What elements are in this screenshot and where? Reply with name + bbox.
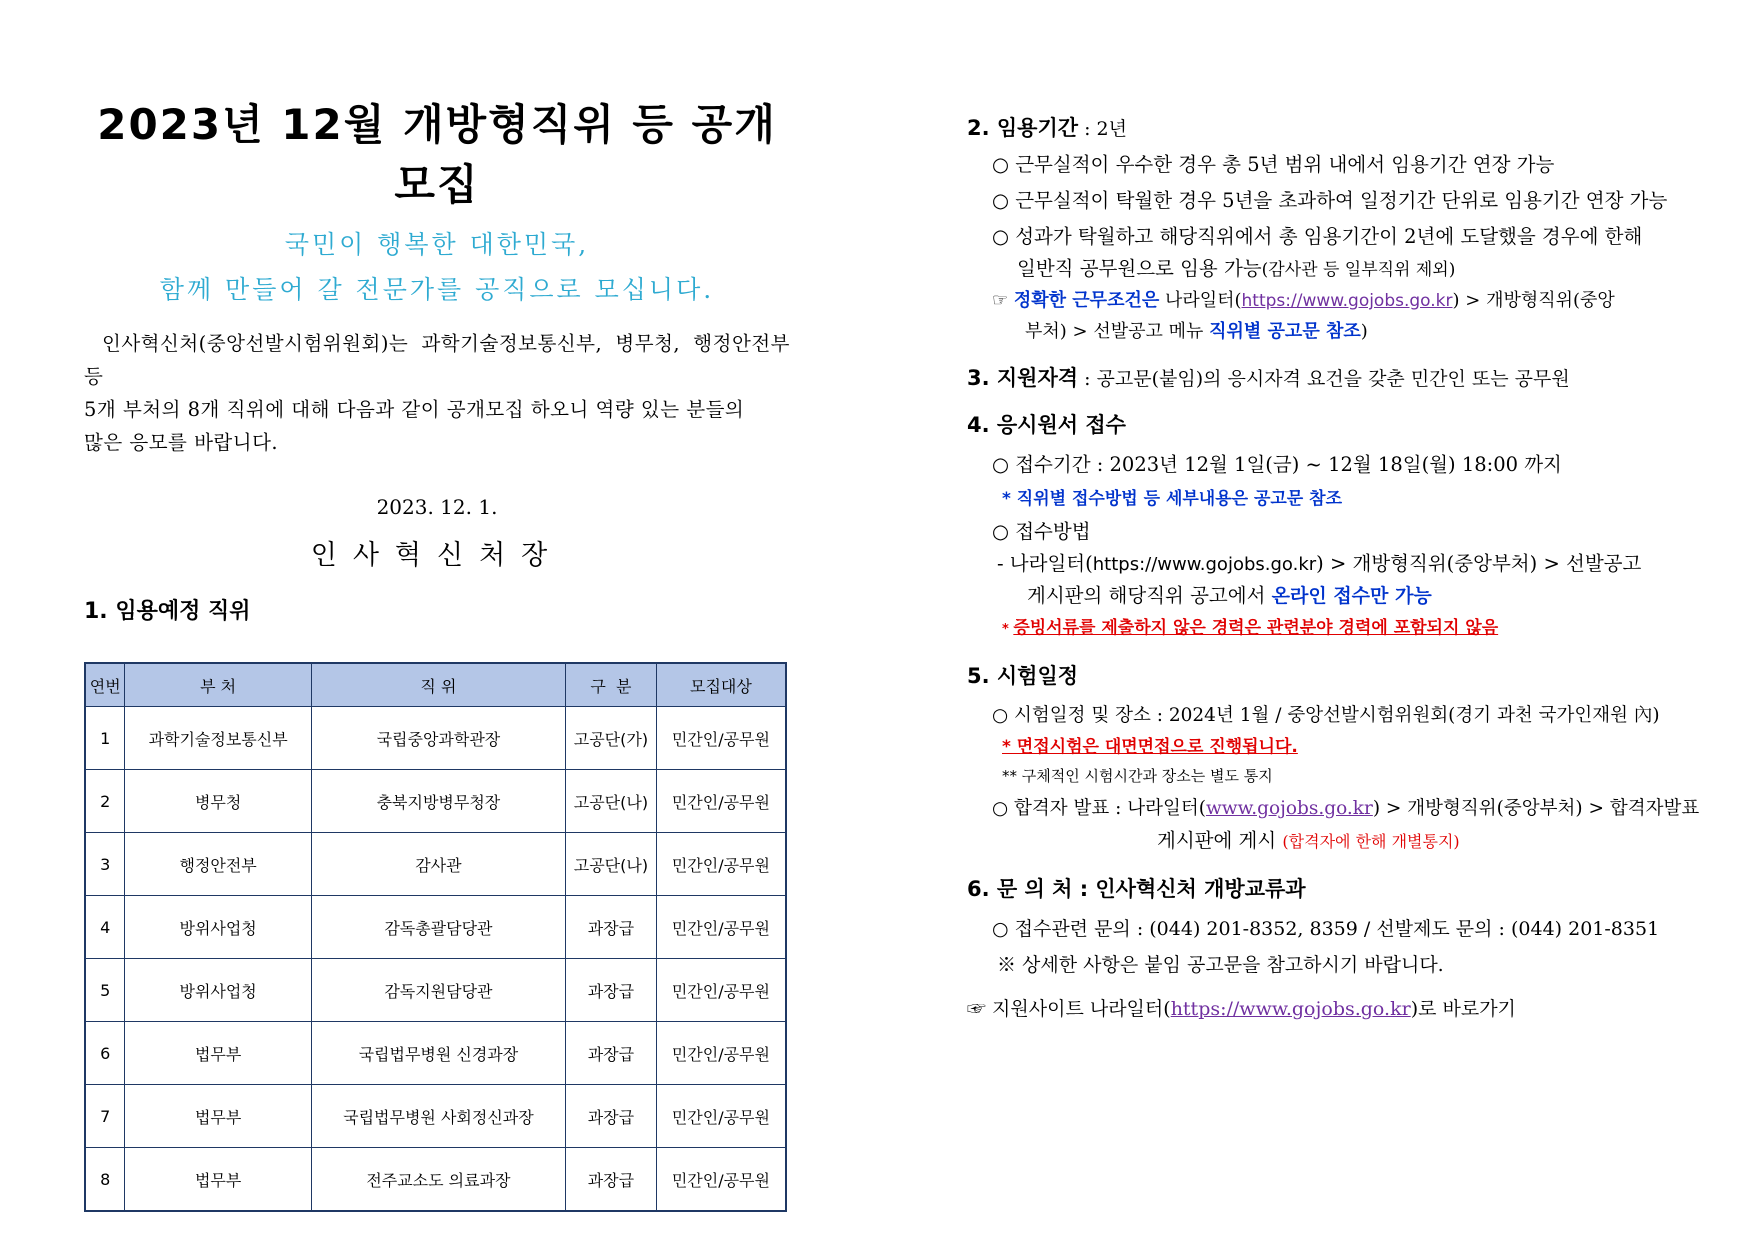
cell-position: 충북지방병무청장 [311,770,565,833]
cell-position: 국립법무병원 신경과장 [311,1022,565,1085]
cell-no: 6 [85,1022,125,1085]
method-suffix: ) > 개방형직위(중앙부처) > 선발공고 [1316,552,1642,575]
note-text-2: ) > 개방형직위(중앙 [1452,290,1615,311]
intro-line-1: 인사혁신처(중앙선발시험위원회)는 과학기술정보통신부, 병무청, 행정안전부 등 [84,332,790,388]
table-row [85,1148,786,1212]
table-row [85,896,786,959]
bullet-3-cont-text: 일반직 공무원으로 임용 가능 [1017,257,1262,280]
section-4-blue-note: * 직위별 접수방법 등 세부내용은 공고문 참조 [1002,489,1342,509]
cell-target: 민간인/공무원 [656,1148,786,1212]
cell-grade: 고공단(가) [566,707,657,770]
cell-ministry: 병무청 [125,770,311,833]
table-row [85,1085,786,1148]
cell-no: 3 [85,833,125,896]
section-6-contact: ○ 접수관련 문의 : (044) 201-8352, 8359 / 선발제도 문의 : (044) 201-8351 [992,918,1660,940]
intro-paragraph [84,327,790,459]
section-5-red-note: * 면접시험은 대면면접으로 진행됩니다. [1002,737,1298,757]
footer-site-link [967,991,1707,1027]
cell-position: 전주교소도 의료과장 [311,1148,565,1212]
announce-red-note: (합격자에 한해 개별통지) [1282,832,1460,851]
red-star: * [1002,622,1014,637]
cell-target: 민간인/공무원 [656,770,786,833]
page-title: 2023년 12월 개방형직위 등 공개모집 [97,100,777,209]
gojobs-link[interactable]: https://www.gojobs.go.kr [1170,998,1411,1020]
section-6-notice: ※ 상세한 사항은 붙임 공고문을 참고하시기 바랍니다. [997,954,1444,976]
section-5-announce [967,792,1707,826]
cell-no: 5 [85,959,125,1022]
cell-position: 감사관 [311,833,565,896]
intro-line-3: 많은 응모를 바랍니다. [84,431,279,454]
col-header-no: 연번 [85,663,125,707]
table-row [85,959,786,1022]
section-2-bullet-1: ○ 근무실적이 우수한 경우 총 5년 범위 내에서 임용기간 연장 가능 [992,153,1555,176]
section-4-period: ○ 접수기간 : 2023년 12월 1일(금) ~ 12월 18일(월) 18:00 까지 [992,453,1562,476]
cell-position: 국립법무병원 사회정신과장 [311,1085,565,1148]
cell-ministry: 방위사업청 [125,959,311,1022]
cell-no: 7 [85,1085,125,1148]
section-3-title: 3. 지원자격 [967,366,1079,390]
pointing-hand-icon: ☞ [992,290,1014,311]
gojobs-link[interactable]: https://www.gojobs.go.kr [1092,554,1317,575]
left-column [84,95,790,1212]
footer-prefix: ☞ 지원사이트 나라일터( [967,998,1171,1020]
note-text-4: ) [1360,321,1368,342]
positions-table [84,662,787,1212]
col-header-position: 직 위 [311,663,565,707]
col-header-target: 모집대상 [656,663,786,707]
cell-grade: 과장급 [566,1022,657,1085]
section-2-bullet-2: ○ 근무실적이 탁월한 경우 5년을 초과하여 일정기간 단위로 임용기간 연장 가능 [992,189,1668,212]
cell-position: 감독총괄담당관 [311,896,565,959]
col-header-ministry: 부 처 [125,663,311,707]
table-header-row [85,663,786,707]
table-row [85,1022,786,1085]
section-2-bullet-3: ○ 성과가 탁월하고 해당직위에서 총 임용기간이 2년에 도달했을 경우에 한해 [992,225,1643,248]
section-3-heading [967,362,1707,395]
note-bold-2: 직위별 공고문 참조 [1209,321,1361,342]
cell-target: 민간인/공무원 [656,1085,786,1148]
section-2-note-cont [967,318,1707,346]
col-header-grade: 구 분 [566,663,657,707]
cell-ministry: 법무부 [125,1022,311,1085]
section-5-announce-cont [967,826,1707,857]
cell-grade: 고공단(나) [566,833,657,896]
section-2-title: 2. 임용기간 [967,116,1079,140]
cell-grade: 과장급 [566,959,657,1022]
gojobs-link[interactable]: https://www.gojobs.go.kr [1241,291,1453,311]
note-text-1: 나라일터( [1159,290,1242,311]
section-2-bullet-3-cont [967,255,1707,284]
cell-target: 민간인/공무원 [656,707,786,770]
cell-target: 민간인/공무원 [656,896,786,959]
section-4-red-note [967,612,1707,646]
cell-ministry: 법무부 [125,1148,311,1212]
section-2-note [967,284,1707,318]
cell-grade: 과장급 [566,896,657,959]
cell-target: 민간인/공무원 [656,1022,786,1085]
cell-grade: 고공단(나) [566,770,657,833]
section-5-schedule: ○ 시험일정 및 장소 : 2024년 1월 / 중앙선발시험위원회(경기 과천 국가인재원 內) [992,705,1660,726]
cell-ministry: 방위사업청 [125,896,311,959]
section-6-heading: 6. 문 의 처 : 인사혁신처 개방교류과 [967,877,1306,901]
section-4-method-cont [967,580,1707,612]
cell-ministry: 과학기술정보통신부 [125,707,311,770]
right-column [967,112,1707,1027]
cell-target: 민간인/공무원 [656,833,786,896]
gojobs-link[interactable]: www.gojobs.go.kr [1205,798,1373,819]
cell-grade: 과장급 [566,1085,657,1148]
section-3-value: : 공고문(붙임)의 응시자격 요건을 갖춘 민간인 또는 공무원 [1078,368,1570,390]
table-row [85,833,786,896]
online-only-note: 온라인 접수만 가능 [1271,585,1432,607]
cell-no: 1 [85,707,125,770]
section-1-heading: 1. 임용예정 직위 [84,599,251,624]
footer-suffix: )로 바로가기 [1410,998,1516,1020]
section-2-value: : 2년 [1078,118,1127,140]
note-text-3: 부처) > 선발공고 메뉴 [1025,321,1210,342]
cell-grade: 과장급 [566,1148,657,1212]
section-5-heading: 5. 시험일정 [967,664,1079,688]
cell-no: 8 [85,1148,125,1212]
announcement-date: 2023. 12. 1. [376,495,498,519]
table-row [85,770,786,833]
announce-suffix: ) > 개방형직위(중앙부처) > 합격자발표 [1372,798,1700,819]
announce-cont-text: 게시판에 게시 [1157,829,1283,852]
red-note-text: 증빙서류를 제출하지 않은 경력은 관련분야 경력에 포함되지 않음 [1013,618,1499,638]
cell-no: 2 [85,770,125,833]
note-bold-1: 정확한 근무조건은 [1013,290,1160,311]
cell-ministry: 행정안전부 [125,833,311,896]
method-prefix: - 나라일터( [997,552,1093,575]
section-4-method: ○ 접수방법 [992,520,1091,543]
bullet-3-cont-small: (감사관 등 일부직위 제외) [1261,260,1456,280]
section-2-heading [967,112,1707,145]
section-4-heading: 4. 응시원서 접수 [967,413,1126,437]
section-5-small-note: ** 구체적인 시험시간과 장소는 별도 통지 [1002,767,1273,785]
table-row [85,707,786,770]
method-cont-text: 게시판의 해당직위 공고에서 [1027,584,1272,607]
announce-prefix: ○ 합격자 발표 : 나라일터( [992,798,1206,819]
cell-position: 감독지원담당관 [311,959,565,1022]
cell-ministry: 법무부 [125,1085,311,1148]
signer: 인사혁신처장 [310,540,564,571]
section-4-method-detail [967,549,1707,580]
subtitle-line-2: 함께 만들어 갈 전문가를 공직으로 모십니다. [159,275,715,304]
cell-target: 민간인/공무원 [656,959,786,1022]
intro-line-2: 5개 부처의 8개 직위에 대해 다음과 같이 공개모집 하오니 역량 있는 분들의 [84,398,745,421]
subtitle-line-1: 국민이 행복한 대한민국, [284,230,590,259]
cell-position: 국립중앙과학관장 [311,707,565,770]
cell-no: 4 [85,896,125,959]
